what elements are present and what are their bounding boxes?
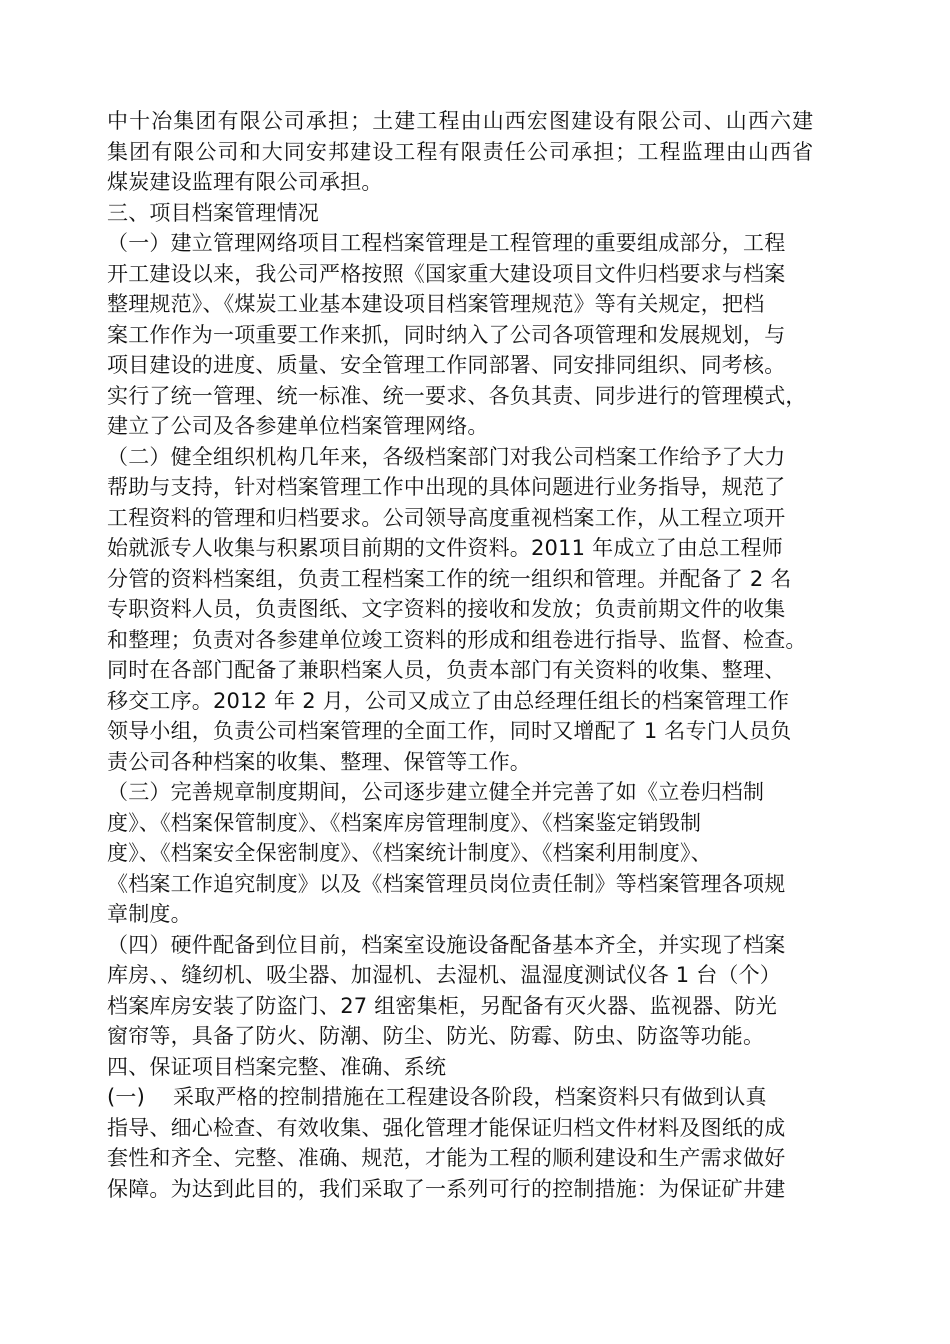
section-heading: 三、项目档案管理情况 <box>107 200 319 225</box>
text-line: 煤炭建设监理有限公司承担。 <box>107 170 383 194</box>
text-line: 度》、《档案安全保密制度》、《档案统计制度》、《档案利用制度》、 <box>107 841 712 865</box>
text-line: 套性和齐全、完整、准确、规范，才能为工程的顺利建设和生产需求做好 <box>107 1146 786 1170</box>
text-line: (一) 采取严格的控制措施在工程建设各阶段，档案资料只有做到认真 <box>107 1085 767 1109</box>
text-line: 开工建设以来，我公司严格按照《国家重大建设项目文件归档要求与档案 <box>107 261 786 286</box>
text-line: 中十冶集团有限公司承担；土建工程由山西宏图建设有限公司、山西六建 <box>107 109 815 133</box>
text-line: （一）建立管理网络项目工程档案管理是工程管理的重要组成部分，工程 <box>107 231 786 255</box>
text-line: 窗帘等，具备了防火、防潮、防尘、防光、防霉、防虫、防盗等功能。 <box>107 1024 765 1048</box>
text-line: （三）完善规章制度期间，公司逐步建立健全并完善了如《立卷归档制 <box>107 780 765 804</box>
text-line: 责公司各种档案的收集、整理、保管等工作。 <box>107 749 531 774</box>
text-line: 建立了公司及各参建单位档案管理网络。 <box>107 414 489 438</box>
text-line: 保障。为达到此目的，我们采取了一系列可行的控制措施：为保证矿井建 <box>107 1176 786 1201</box>
text-line: 实行了统一管理、统一标准、统一要求、各负其责、同步进行的管理模式， <box>107 383 807 408</box>
text-line: 《档案工作追究制度》以及《档案管理员岗位责任制》等档案管理各项规 <box>107 871 786 896</box>
text-line: 移交工序。2012 年 2 月，公司又成立了由总经理任组长的档案管理工作 <box>107 688 790 713</box>
text-line: 章制度。 <box>107 902 192 926</box>
document-body <box>107 106 867 1204</box>
section-heading: 四、保证项目档案完整、准确、系统 <box>107 1054 447 1079</box>
text-line: 帮助与支持，针对档案管理工作中出现的具体问题进行业务指导，规范了 <box>107 475 786 499</box>
text-line: 度》、《档案保管制度》、《档案库房管理制度》、《档案鉴定销毁制 <box>107 810 702 835</box>
text-line: 领导小组，负责公司档案管理的全面工作，同时又增配了 1 名专门人员负 <box>107 719 792 743</box>
text-line: 和整理；负责对各参建单位竣工资料的形成和组卷进行指导、监督、检查。 <box>107 627 807 652</box>
text-line: 集团有限公司和大同安邦建设工程有限责任公司承担；工程监理由山西省 <box>107 139 815 164</box>
text-line: 始就派专人收集与积累项目前期的文件资料。2011 年成立了由总工程师 <box>107 536 783 560</box>
text-line: 工程资料的管理和归档要求。公司领导高度重视档案工作，从工程立项开 <box>107 505 786 530</box>
text-line: 整理规范》、《煤炭工业基本建设项目档案管理规范》等有关规定，把档 <box>107 292 765 316</box>
text-line: 库房、、缝纫机、吸尘器、加湿机、去湿机、温湿度测试仪各 1 台（个） <box>107 963 782 987</box>
text-line: 案工作作为一项重要工作来抓，同时纳入了公司各项管理和发展规划，与 <box>107 322 786 347</box>
text-line: （二）健全组织机构几年来，各级档案部门对我公司档案工作给予了大力 <box>107 444 786 469</box>
text-line: 项目建设的进度、质量、安全管理工作同部署、同安排同组织、同考核。 <box>107 353 786 377</box>
text-line: （四）硬件配备到位目前，档案室设施设备配备基本齐全，并实现了档案 <box>107 932 786 957</box>
text-line: 指导、细心检查、有效收集、强化管理才能保证归档文件材料及图纸的成 <box>107 1115 786 1140</box>
text-line: 专职资料人员，负责图纸、文字资料的接收和发放；负责前期文件的收集 <box>107 597 786 621</box>
text-line: 同时在各部门配备了兼职档案人员，负责本部门有关资料的收集、整理、 <box>107 658 786 682</box>
text-line: 档案库房安装了防盗门、27 组密集柜，另配备有灭火器、监视器、防光 <box>107 993 777 1018</box>
text-line: 分管的资料档案组，负责工程档案工作的统一组织和管理。并配备了 2 名 <box>107 566 792 591</box>
